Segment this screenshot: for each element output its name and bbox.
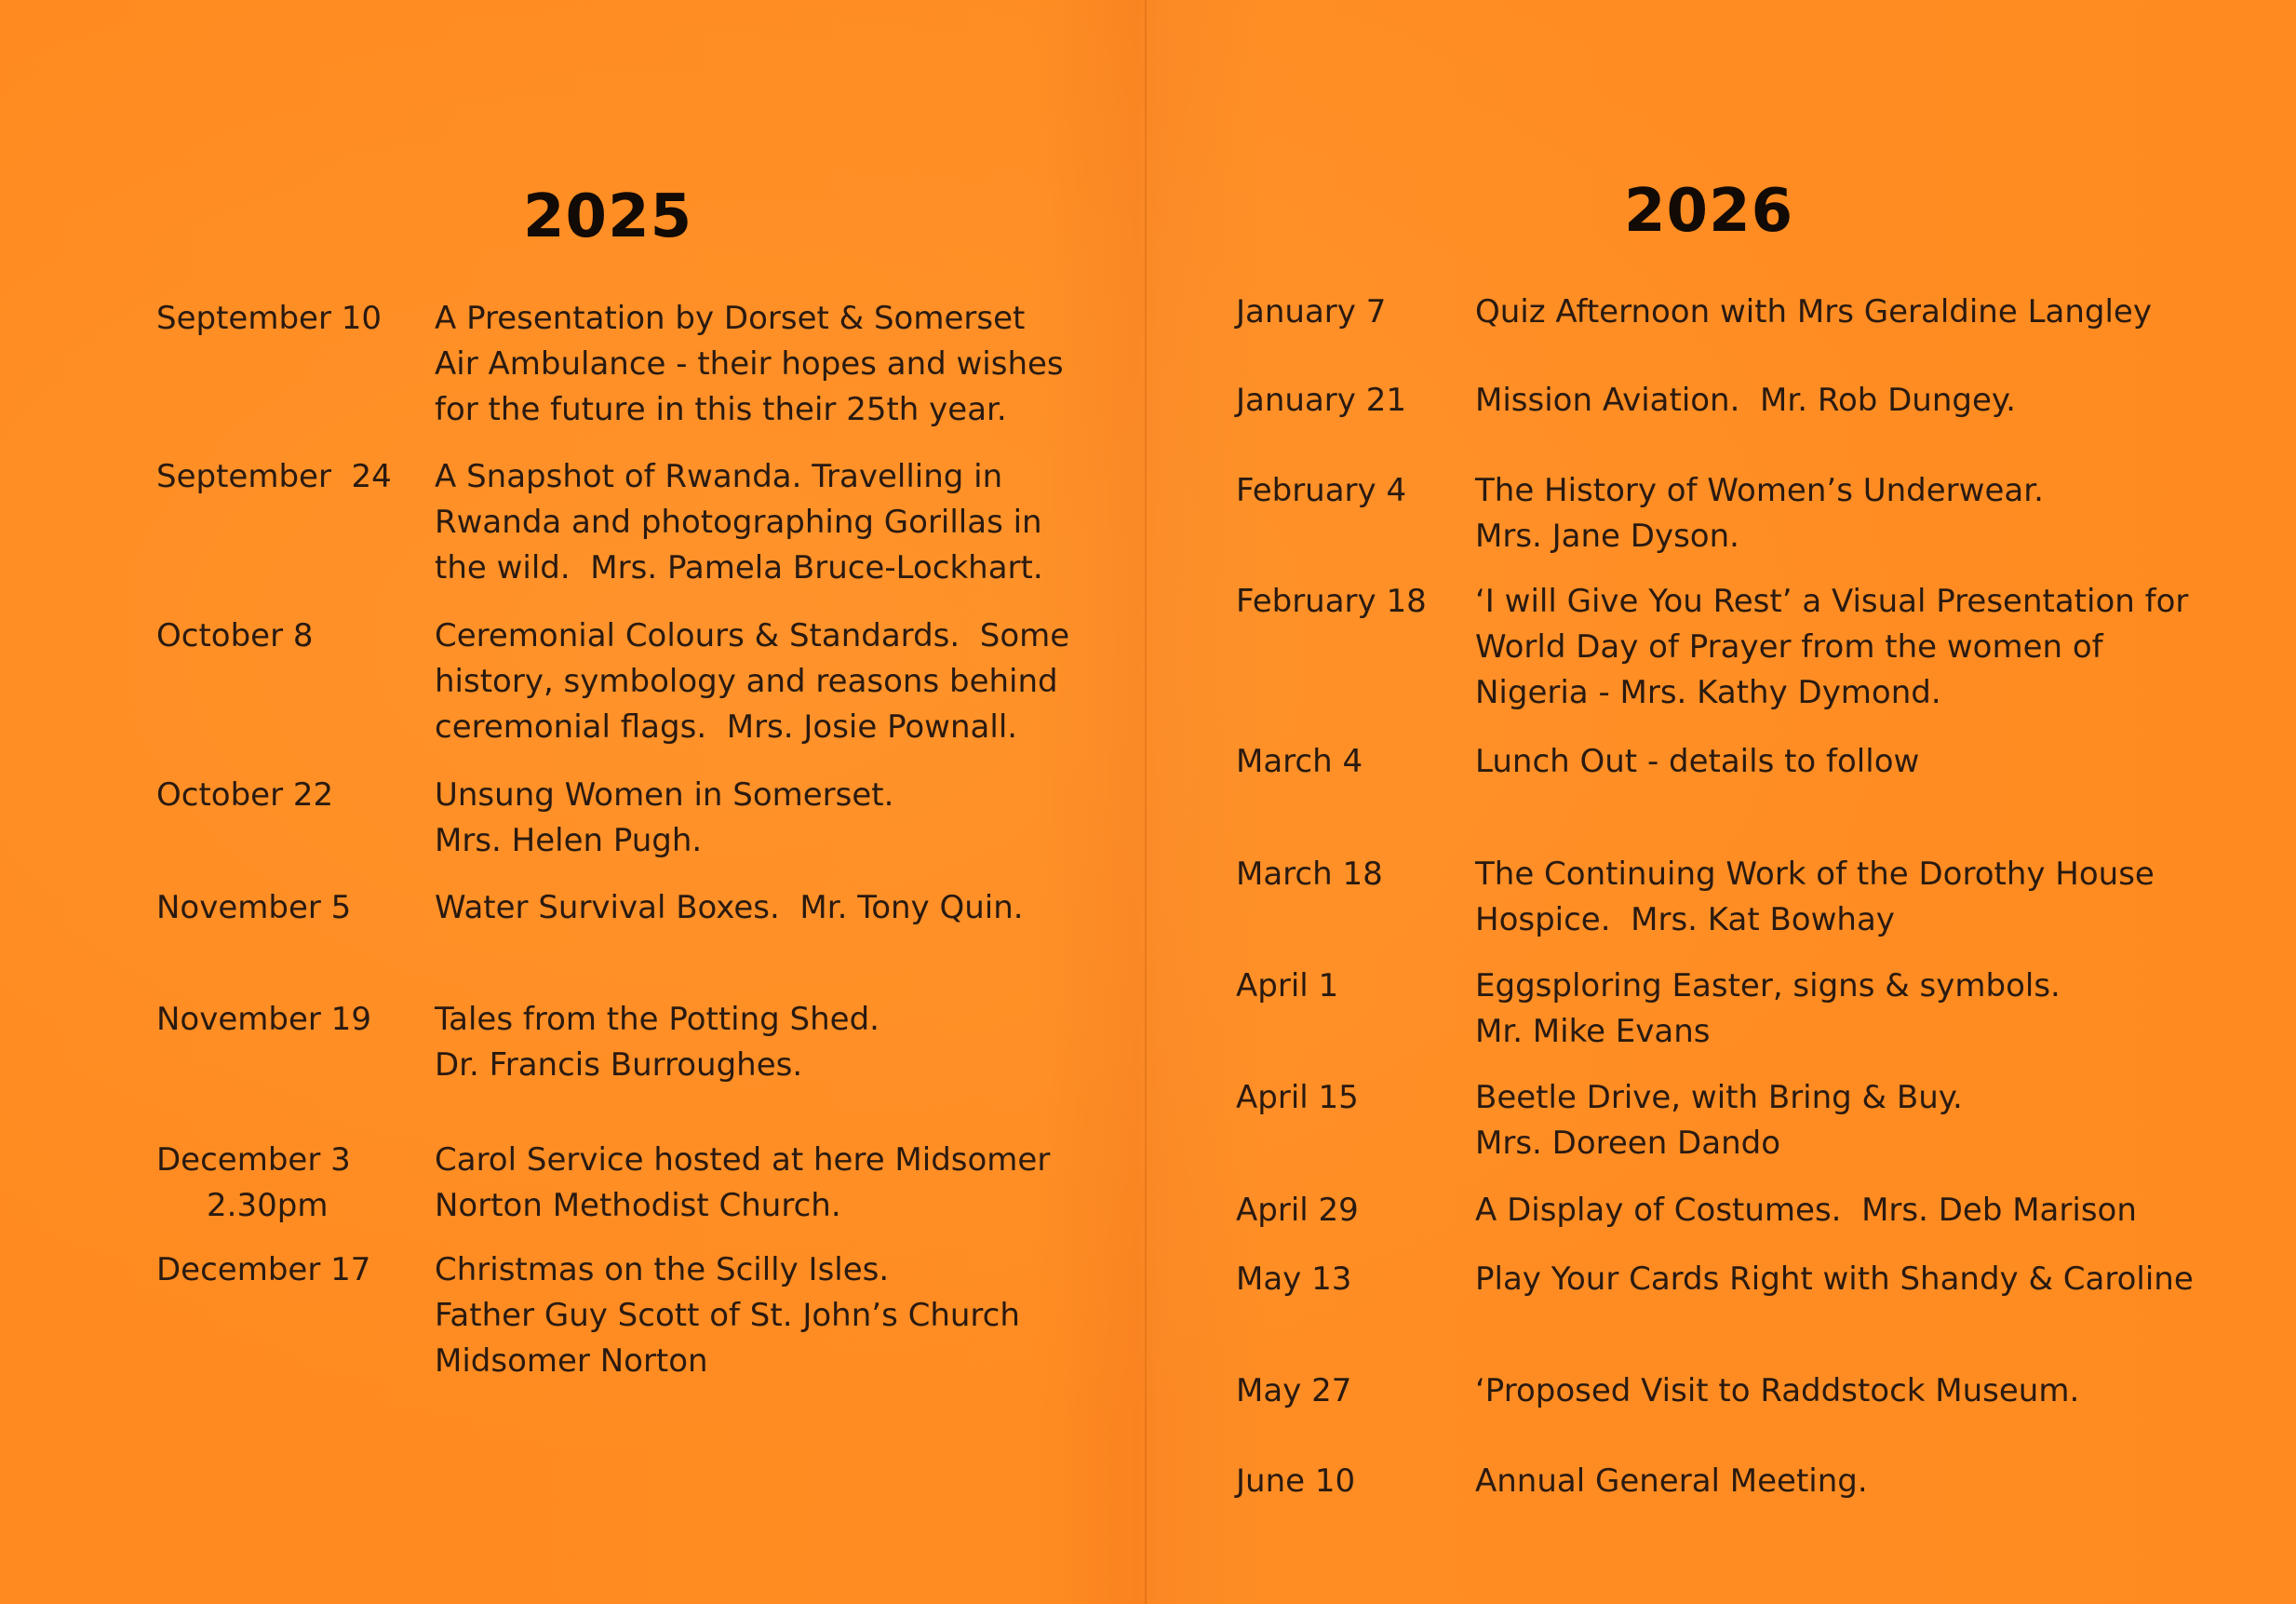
event-description: Tales from the Potting Shed. Dr. Francis Burroughes. xyxy=(435,1001,879,1084)
event-date: April 29 xyxy=(1236,1192,1359,1229)
event-description: A Presentation by Dorset & Somerset Air Ambulance - their hopes and wishes for the future in this their 25th year. xyxy=(435,300,1064,428)
event-date: February 18 xyxy=(1236,583,1427,620)
event-description: ‘Proposed Visit to Raddstock Museum. xyxy=(1475,1372,2080,1409)
event-date: March 4 xyxy=(1236,743,1363,780)
event-description: Carol Service hosted at here Midsomer Norton Methodist Church. xyxy=(435,1141,1051,1224)
event-date: November 19 xyxy=(156,1001,371,1038)
year-heading-2026: 2026 xyxy=(1624,177,1794,246)
event-date: December 3 2.30pm xyxy=(156,1141,351,1224)
event-date: May 13 xyxy=(1236,1260,1352,1298)
event-date: March 18 xyxy=(1236,856,1383,893)
event-date: April 15 xyxy=(1236,1079,1359,1116)
event-description: Quiz Afternoon with Mrs Geraldine Langley xyxy=(1475,293,2152,330)
event-description: Annual General Meeting. xyxy=(1475,1462,1868,1500)
event-description: ‘I will Give You Rest’ a Visual Presentation for World Day of Prayer from the women of Nigeria - Mrs. Kathy Dymond. xyxy=(1475,583,2189,711)
event-date: May 27 xyxy=(1236,1372,1352,1409)
event-date: February 4 xyxy=(1236,472,1407,509)
event-date: December 17 xyxy=(156,1251,371,1288)
event-date: September 10 xyxy=(156,300,383,337)
event-description: Play Your Cards Right with Shandy & Caroline xyxy=(1475,1260,2194,1298)
event-date: January 21 xyxy=(1236,382,1406,419)
event-date: January 7 xyxy=(1236,293,1387,330)
year-heading-2025: 2025 xyxy=(523,182,693,251)
event-date: September 24 xyxy=(156,458,392,495)
event-description: The Continuing Work of the Dorothy House Hospice. Mrs. Kat Bowhay xyxy=(1475,856,2155,938)
fold-line xyxy=(1145,0,1147,1604)
event-description: Eggsploring Easter, signs & symbols. Mr. Mike Evans xyxy=(1475,967,2061,1050)
event-description: Water Survival Boxes. Mr. Tony Quin. xyxy=(435,889,1024,926)
event-description: Beetle Drive, with Bring & Buy. Mrs. Doreen Dando xyxy=(1475,1079,1963,1162)
event-description: Christmas on the Scilly Isles. Father Guy Scott of St. John’s Church Midsomer Norton xyxy=(435,1251,1020,1380)
event-date: April 1 xyxy=(1236,967,1339,1004)
event-description: A Display of Costumes. Mrs. Deb Marison xyxy=(1475,1192,2137,1229)
event-description: Unsung Women in Somerset. Mrs. Helen Pugh. xyxy=(435,776,894,859)
event-description: Ceremonial Colours & Standards. Some history, symbology and reasons behind ceremonial flags. Mrs. Josie Pownall. xyxy=(435,617,1070,746)
event-description: Lunch Out - details to follow xyxy=(1475,743,1920,780)
event-description: The History of Women’s Underwear. Mrs. Jane Dyson. xyxy=(1475,472,2044,555)
event-description: A Snapshot of Rwanda. Travelling in Rwanda and photographing Gorillas in the wild. Mrs. Pamela Bruce-Lockhart. xyxy=(435,458,1043,586)
event-date: October 8 xyxy=(156,617,314,654)
event-description: Mission Aviation. Mr. Rob Dungey. xyxy=(1475,382,2016,419)
event-date: November 5 xyxy=(156,889,352,926)
event-date: June 10 xyxy=(1236,1462,1356,1500)
event-date: October 22 xyxy=(156,776,334,814)
